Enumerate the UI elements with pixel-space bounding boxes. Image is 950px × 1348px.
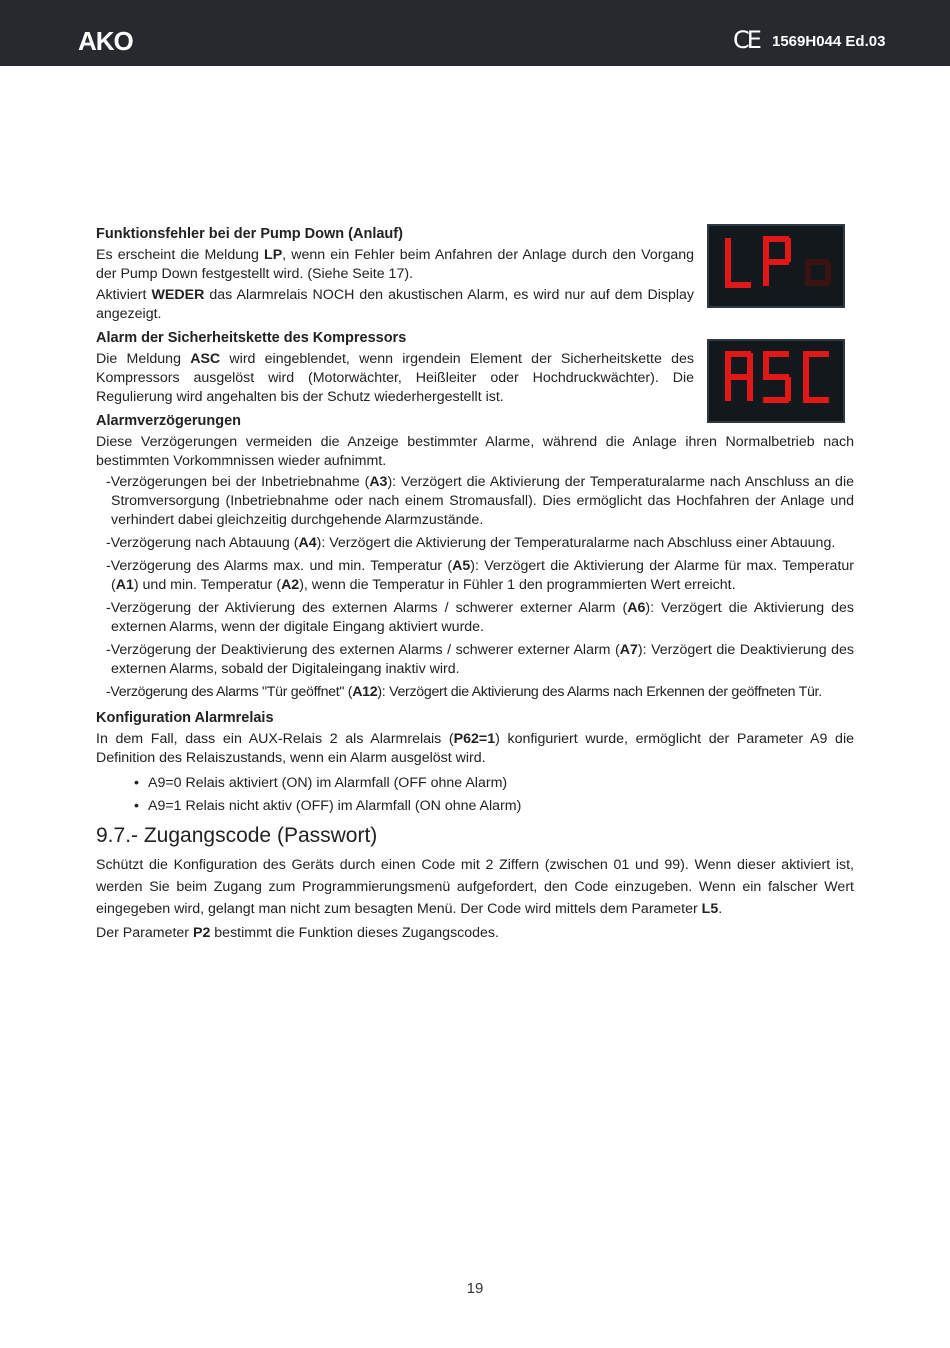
- delay-item-a7: [106, 641, 854, 679]
- text-run: Schützt die Konfiguration des Geräts durch einen Code mit 2 Ziffern (zwischen 01 und 99). Wenn dieser aktiviert ist, werden Sie beim Zugang zum Programmierungsmenü aufgefordert, den Code einzugeben. Wenn ein falscher Wert eingegeben wird, gelangt man nicht zum besagten Menü. Der Code wird mittels dem Parameter: [96, 857, 854, 917]
- text-run: ): Verzögert die Aktivierung der Temperaturalarme nach Abschluss einer Abtauung.: [316, 535, 836, 551]
- pump-down-heading: Funktionsfehler bei der Pump Down (Anlauf): [96, 226, 403, 242]
- relay-bullet-a9-0: • A9=0 Relais aktiviert (ON) im Alarmfall (OFF ohne Alarm): [134, 772, 854, 795]
- lp-code: LP: [264, 247, 283, 263]
- text-run: ): Verzögert die Aktivierung des Alarms nach Erkennen der geöffneten Tür.: [377, 684, 822, 700]
- text-run: ): Verzögert die Deaktivierung des externen Alarms, sobald der Digitaleingang inaktiv wird.: [111, 642, 854, 677]
- page-content: [96, 222, 854, 946]
- param-code: A3: [369, 474, 388, 490]
- pump-down-paragraph-1: [96, 246, 694, 284]
- text-run: wird eingeblendet, wenn irgendein Element der Sicherheitskette des Kompressors ausgelöst wird (Motorwächter, Heißleiter oder Hochdruckwächter). Die Regulierung wird angehalten bis der Schutz wiederhergestellt ist.: [96, 351, 694, 405]
- text-run: In dem Fall, dass ein AUX-Relais 2 als Alarmrelais (: [96, 731, 454, 747]
- delay-item-a12: [106, 683, 854, 702]
- text-run: ): Verzögert die Aktivierung der Temperaturalarme nach Anschluss an die Stromversorgung (Inbetriebnahme oder nach einem Stromausfall). Dies ermöglicht das Hochfahren der Anlage und verhindert dabei gleichzeitig durchgehende Alarmzustände.: [111, 474, 854, 528]
- text-run: Aktiviert: [96, 287, 152, 303]
- password-section-heading: 9.7.- Zugangscode (Passwort): [96, 824, 378, 847]
- delays-intro: Diese Verzögerungen vermeiden die Anzeige bestimmter Alarme, während die Anlage ihren Normalbetrieb nach bestimmten Vorkommnissen wieder aufnimmt.: [96, 434, 854, 469]
- relay-bullet-a9-1: • A9=1 Relais nicht aktiv (OFF) im Alarmfall (ON ohne Alarm): [134, 795, 854, 818]
- text-run: Der Parameter: [96, 925, 193, 941]
- password-paragraph-1: [96, 854, 854, 920]
- text-run: ): Verzögert die Aktivierung der Alarme für max. Temperatur (: [111, 558, 854, 593]
- text-run: .: [718, 901, 723, 917]
- safety-chain-heading: Alarm der Sicherheitskette des Kompressors: [96, 330, 407, 346]
- delay-item-a6: [106, 599, 854, 637]
- asc-code: ASC: [190, 351, 221, 367]
- delay-item-a4: [106, 534, 854, 553]
- password-paragraph-2: [96, 922, 854, 944]
- param-code: A5: [452, 558, 471, 574]
- text-run: bestimmt die Funktion dieses Zugangscodes.: [210, 925, 499, 941]
- weder-emphasis: WEDER: [151, 287, 205, 303]
- pump-down-paragraph-2: [96, 286, 694, 324]
- page-header: [0, 0, 950, 66]
- text-run: -Verzögerung der Deaktivierung des externen Alarms / schwerer externer Alarm (: [106, 642, 620, 658]
- delay-item-a3: [106, 473, 854, 530]
- ako-logo: AKO: [78, 26, 133, 56]
- text-run: -Verzögerung des Alarms "Tür geöffnet" (: [106, 684, 353, 700]
- safety-chain-paragraph: [96, 350, 694, 407]
- delay-item-a5: [106, 557, 854, 595]
- text-run: -Verzögerung nach Abtauung (: [106, 535, 299, 551]
- delays-heading: Alarmverzögerungen: [96, 413, 242, 429]
- text-run: ): Verzögert die Aktivierung des externen Alarms, wenn der digitale Eingang aktiviert wurde.: [111, 600, 854, 635]
- param-code: A7: [619, 642, 638, 658]
- param-code: A2: [281, 577, 300, 593]
- relay-config-heading: Konfiguration Alarmrelais: [96, 710, 274, 726]
- param-code: A4: [298, 535, 317, 551]
- relay-config-paragraph: [96, 730, 854, 768]
- param-code: P62=1: [453, 731, 496, 747]
- param-code: L5: [701, 901, 719, 917]
- text-run: -Verzögerungen bei der Inbetriebnahme (: [106, 474, 370, 490]
- delays-list: [96, 473, 854, 702]
- param-code: A12: [352, 684, 378, 700]
- document-code: 1569H044 Ed.03: [772, 33, 886, 50]
- param-code: P2: [192, 925, 211, 941]
- text-run: Es erscheint die Meldung: [96, 247, 265, 263]
- text-run: -Verzögerung der Aktivierung des externen Alarms / schwerer externer Alarm (: [106, 600, 628, 616]
- text-run: ) konfiguriert wurde, ermöglicht der Parameter A9 die Definition des Relaiszustands, wenn ein Alarm ausgelöst wird.: [96, 731, 854, 766]
- text-run: ), wenn die Temperatur in Fühler 1 den programmierten Wert erreicht.: [299, 577, 736, 593]
- text-run: , wenn ein Fehler beim Anfahren der Anlage durch den Vorgang der Pump Down festgestellt wird. (Siehe Seite 17).: [96, 247, 695, 282]
- param-code: A6: [627, 600, 646, 616]
- param-code: A1: [115, 577, 134, 593]
- text-run: Die Meldung: [96, 351, 191, 367]
- relay-bullet-list: [134, 772, 854, 818]
- text-run: ) und min. Temperatur (: [133, 577, 282, 593]
- page-number: 19: [466, 1280, 484, 1297]
- text-run: das Alarmrelais NOCH den akustischen Alarm, es wird nur auf dem Display angezeigt.: [96, 287, 694, 322]
- ce-mark-icon: CE: [733, 26, 759, 54]
- text-run: -Verzögerung des Alarms max. und min. Temperatur (: [106, 558, 453, 574]
